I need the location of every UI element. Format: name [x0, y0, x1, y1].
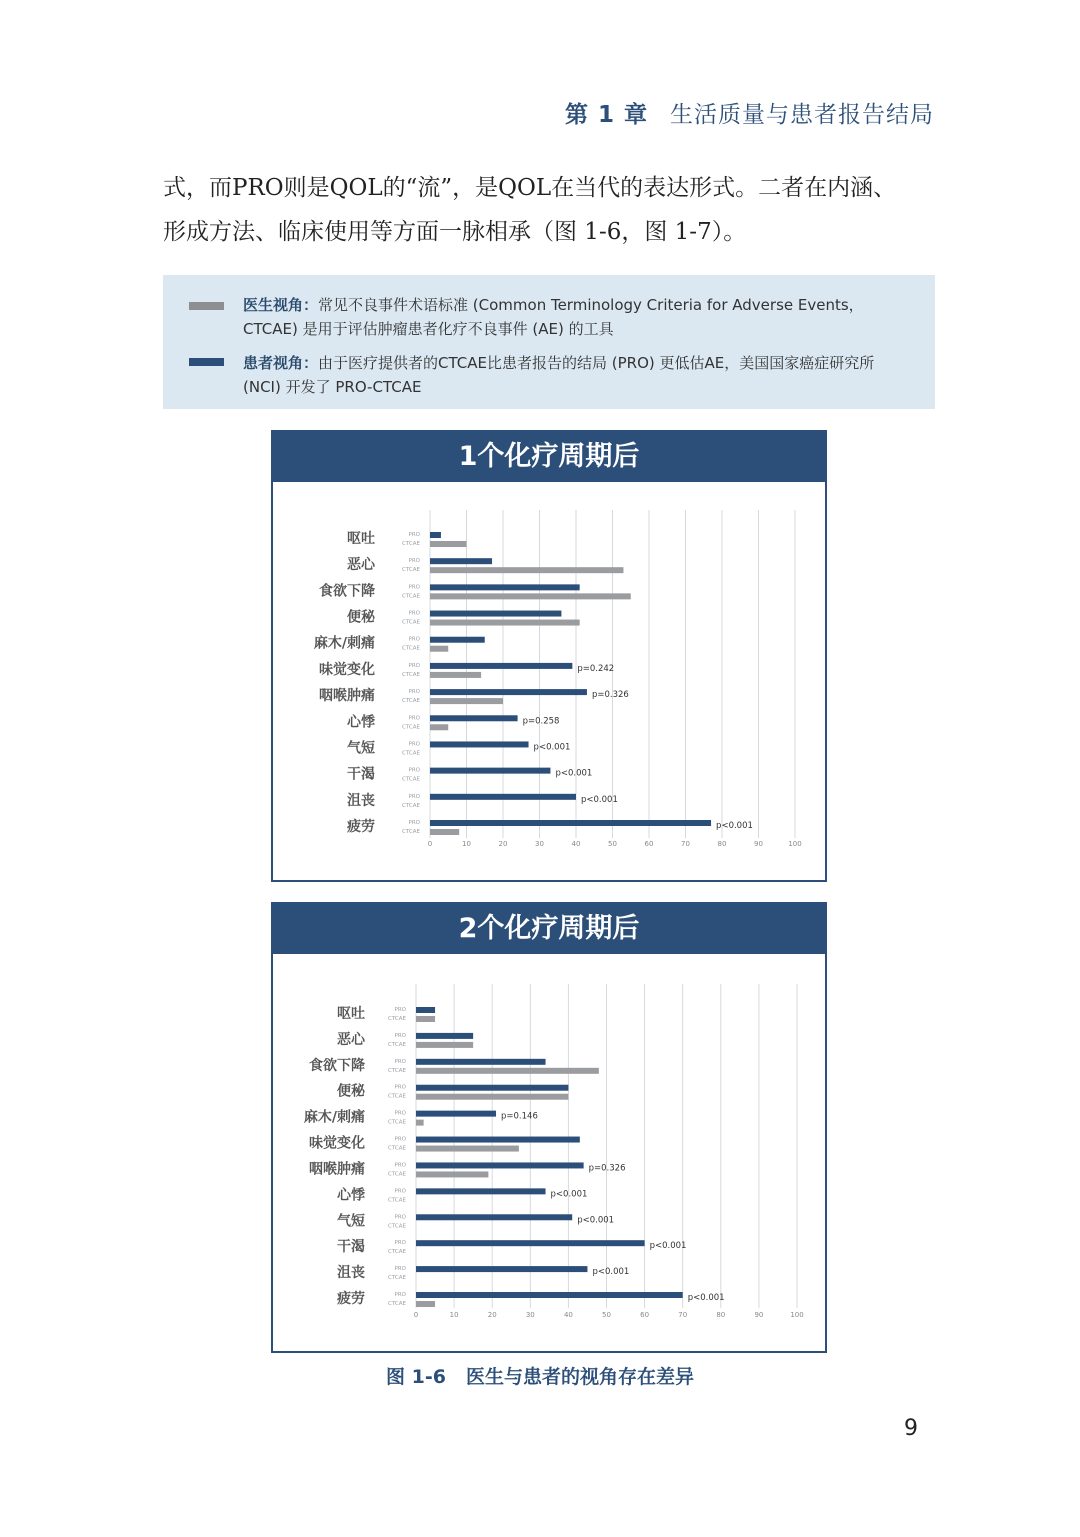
x-tick-label: 100 — [788, 840, 802, 848]
x-tick-label: 30 — [535, 840, 544, 848]
running-header — [565, 96, 934, 129]
bar-ctcae — [416, 1094, 568, 1100]
series-label: PRO — [408, 636, 420, 643]
bar-pro — [416, 1266, 587, 1272]
series-label: CTCAE — [388, 1223, 406, 1230]
x-tick-label: 10 — [449, 1311, 459, 1319]
category-label: 沮丧 — [347, 792, 375, 809]
bar-ctcae — [416, 1016, 435, 1022]
p-value-annotation: p<0.001 — [592, 1267, 630, 1278]
series-label: CTCAE — [402, 541, 420, 547]
chart-panel-cycle-1 — [271, 430, 827, 882]
bar-pro — [430, 637, 485, 643]
chapter-number: 第 1 章 — [564, 102, 648, 128]
x-tick-label: 0 — [413, 1311, 419, 1319]
series-label: CTCAE — [402, 698, 420, 705]
category-label: 恶心 — [347, 557, 375, 574]
bar-pro — [430, 715, 518, 721]
category-label: 沮丧 — [337, 1265, 365, 1282]
body-paragraph — [163, 166, 943, 254]
series-label: PRO — [408, 662, 420, 669]
category-label: 疲劳 — [347, 819, 375, 835]
category-label: 食欲下降 — [319, 583, 375, 600]
p-value-annotation: p=0.258 — [522, 716, 560, 727]
p-value-annotation: p<0.001 — [581, 794, 618, 805]
category-label: 麻木/刺痛 — [303, 1109, 365, 1126]
bar-pro — [416, 1188, 546, 1194]
bar-ctcae — [416, 1068, 599, 1074]
category-label: 气短 — [347, 740, 375, 757]
legend-doctor-label: 医生视角： — [243, 296, 319, 314]
series-label: PRO — [394, 1266, 406, 1273]
p-value-annotation: p=0.326 — [588, 1163, 626, 1174]
x-tick-label: 80 — [716, 1311, 726, 1319]
bar-ctcae — [430, 541, 467, 547]
p-value-annotation: p<0.001 — [716, 821, 753, 831]
x-tick-label: 50 — [602, 1311, 611, 1319]
series-label: CTCAE — [388, 1197, 406, 1204]
series-label: PRO — [394, 1292, 406, 1298]
series-label: CTCAE — [388, 1067, 406, 1074]
bar-pro — [430, 663, 572, 669]
series-label: PRO — [408, 610, 420, 617]
x-tick-label: 30 — [525, 1311, 535, 1319]
chart-title-cycle-2: 2个化疗周期后 — [273, 904, 825, 954]
chart-svg-cycle-2 — [273, 954, 825, 1351]
bar-ctcae — [430, 698, 503, 704]
x-tick-label: 10 — [462, 840, 471, 848]
x-tick-label: 60 — [644, 840, 654, 848]
p-value-annotation: p<0.001 — [533, 742, 571, 753]
series-label: PRO — [408, 741, 420, 748]
series-label: CTCAE — [388, 1249, 406, 1256]
bar-pro — [430, 689, 587, 695]
series-label: PRO — [408, 767, 420, 774]
p-value-annotation: p=0.146 — [501, 1111, 538, 1122]
bar-pro — [430, 820, 711, 826]
series-label: PRO — [408, 793, 420, 800]
legend-box — [163, 275, 935, 409]
x-tick-label: 40 — [571, 840, 581, 848]
bar-pro — [416, 1033, 473, 1039]
x-tick-label: 90 — [754, 1311, 764, 1319]
p-value-annotation: p=0.242 — [577, 663, 615, 674]
bar-ctcae — [430, 567, 623, 573]
bar-pro — [430, 794, 576, 800]
category-label: 呕吐 — [347, 531, 375, 547]
bar-pro — [430, 611, 561, 617]
legend-doctor-text: 常见不良事件术语标准 (Common Terminology Criteria for Adverse Events，CTCAE) 是用于评估肿瘤患者化疗不良事件 (AE) 的工具 — [243, 296, 864, 338]
p-value-annotation: p<0.001 — [550, 1189, 588, 1200]
series-label: CTCAE — [402, 750, 420, 757]
series-label: PRO — [408, 532, 420, 538]
bar-ctcae — [416, 1042, 473, 1048]
category-label: 味觉变化 — [319, 661, 375, 678]
series-label: PRO — [408, 584, 420, 591]
bar-pro — [430, 741, 529, 747]
series-label: CTCAE — [388, 1145, 406, 1152]
series-label: CTCAE — [388, 1171, 406, 1178]
legend-patient-text: 由于医疗提供者的CTCAE比患者报告的结局 (PRO) 更低估AE，美国国家癌症研究所 (NCI) 开发了 PRO-CTCAE — [243, 354, 875, 396]
bar-pro — [430, 768, 550, 774]
category-label: 气短 — [337, 1213, 365, 1230]
x-tick-label: 90 — [754, 840, 763, 848]
category-label: 咽喉肿痛 — [319, 688, 375, 705]
p-value-annotation: p<0.001 — [555, 768, 593, 779]
p-value-annotation: p<0.001 — [649, 1241, 687, 1252]
series-label: CTCAE — [388, 1301, 406, 1307]
x-tick-label: 70 — [681, 840, 690, 848]
series-label: PRO — [394, 1162, 406, 1169]
bar-pro — [416, 1292, 683, 1298]
series-label: PRO — [408, 715, 420, 722]
series-label: CTCAE — [402, 776, 420, 783]
category-label: 干渴 — [337, 1239, 365, 1256]
bar-ctcae — [430, 620, 580, 626]
bar-pro — [416, 1059, 546, 1065]
bar-ctcae — [416, 1120, 424, 1126]
series-label: PRO — [394, 1084, 406, 1091]
bar-pro — [416, 1162, 584, 1168]
bar-ctcae — [416, 1171, 488, 1177]
series-label: PRO — [394, 1007, 406, 1013]
bar-pro — [416, 1137, 580, 1143]
figure-number: 图 1-6 — [386, 1366, 446, 1388]
series-label: PRO — [408, 558, 420, 565]
bar-pro — [416, 1085, 568, 1091]
category-label: 心悸 — [337, 1187, 365, 1204]
chart-svg-cycle-1 — [273, 482, 825, 880]
legend-patient-label: 患者视角： — [243, 354, 319, 372]
series-label: PRO — [394, 1058, 406, 1065]
bar-ctcae — [430, 593, 631, 599]
series-label: CTCAE — [402, 567, 420, 574]
bar-pro — [416, 1214, 572, 1220]
bar-ctcae — [430, 829, 459, 835]
series-label: PRO — [408, 820, 420, 826]
category-label: 麻木/刺痛 — [313, 635, 375, 652]
series-label: CTCAE — [402, 645, 420, 652]
x-tick-label: 80 — [717, 840, 727, 848]
category-label: 便秘 — [337, 1083, 365, 1100]
x-tick-label: 50 — [608, 840, 617, 848]
x-tick-label: 40 — [563, 1311, 573, 1319]
series-label: PRO — [394, 1032, 406, 1039]
chart-panel-cycle-2 — [271, 902, 827, 1353]
category-label: 味觉变化 — [309, 1135, 365, 1152]
series-label: CTCAE — [402, 829, 420, 835]
x-tick-label: 100 — [790, 1311, 804, 1319]
x-tick-label: 60 — [640, 1311, 650, 1319]
category-label: 干渴 — [347, 766, 375, 783]
figure-caption-text: 医生与患者的视角存在差异 — [465, 1366, 694, 1388]
bar-ctcae — [430, 724, 448, 730]
body-line-1: 式，而PRO则是QOL的“流”，是QOL在当代的表达形式。二者在内涵、 — [163, 175, 897, 201]
series-label: PRO — [394, 1110, 406, 1117]
series-label: PRO — [408, 689, 420, 696]
figure-caption — [0, 1362, 1080, 1389]
p-value-annotation: p=0.326 — [591, 690, 629, 701]
bar-ctcae — [430, 672, 481, 678]
bar-ctcae — [430, 646, 448, 652]
category-label: 食欲下降 — [309, 1057, 365, 1074]
bar-pro — [416, 1007, 435, 1013]
bar-pro — [416, 1240, 645, 1246]
page-number: 9 — [904, 1416, 918, 1441]
category-label: 恶心 — [337, 1031, 365, 1048]
bar-ctcae — [416, 1146, 519, 1152]
series-label: CTCAE — [402, 802, 420, 809]
series-label: PRO — [394, 1136, 406, 1143]
x-tick-label: 20 — [498, 840, 508, 848]
category-label: 便秘 — [347, 609, 375, 626]
bar-pro — [416, 1111, 496, 1117]
series-label: CTCAE — [402, 724, 420, 731]
series-label: CTCAE — [388, 1016, 406, 1022]
series-label: PRO — [394, 1188, 406, 1195]
series-label: CTCAE — [388, 1041, 406, 1048]
series-label: CTCAE — [388, 1119, 406, 1126]
category-label: 疲劳 — [337, 1291, 365, 1307]
series-label: CTCAE — [388, 1093, 406, 1100]
series-label: CTCAE — [402, 671, 420, 678]
bar-pro — [430, 532, 441, 538]
body-line-2: 形成方法、临床使用等方面一脉相承（图 1-6，图 1-7）。 — [163, 219, 747, 245]
x-tick-label: 20 — [487, 1311, 497, 1319]
bar-ctcae — [416, 1301, 435, 1307]
category-label: 呕吐 — [337, 1006, 365, 1022]
legend-doctor-swatch — [189, 302, 224, 310]
bar-pro — [430, 558, 492, 564]
category-label: 咽喉肿痛 — [309, 1161, 365, 1178]
p-value-annotation: p<0.001 — [577, 1215, 615, 1226]
legend-patient-swatch — [189, 358, 224, 366]
chapter-title: 生活质量与患者报告结局 — [670, 102, 934, 128]
chart-title-cycle-1: 1个化疗周期后 — [273, 432, 825, 482]
series-label: CTCAE — [402, 619, 420, 626]
series-label: CTCAE — [388, 1275, 406, 1282]
bar-pro — [430, 584, 580, 590]
series-label: CTCAE — [402, 593, 420, 600]
series-label: PRO — [394, 1240, 406, 1247]
series-label: PRO — [394, 1214, 406, 1221]
p-value-annotation: p<0.001 — [687, 1293, 725, 1303]
x-tick-label: 70 — [678, 1311, 688, 1319]
x-tick-label: 0 — [427, 840, 433, 848]
category-label: 心悸 — [347, 714, 375, 731]
